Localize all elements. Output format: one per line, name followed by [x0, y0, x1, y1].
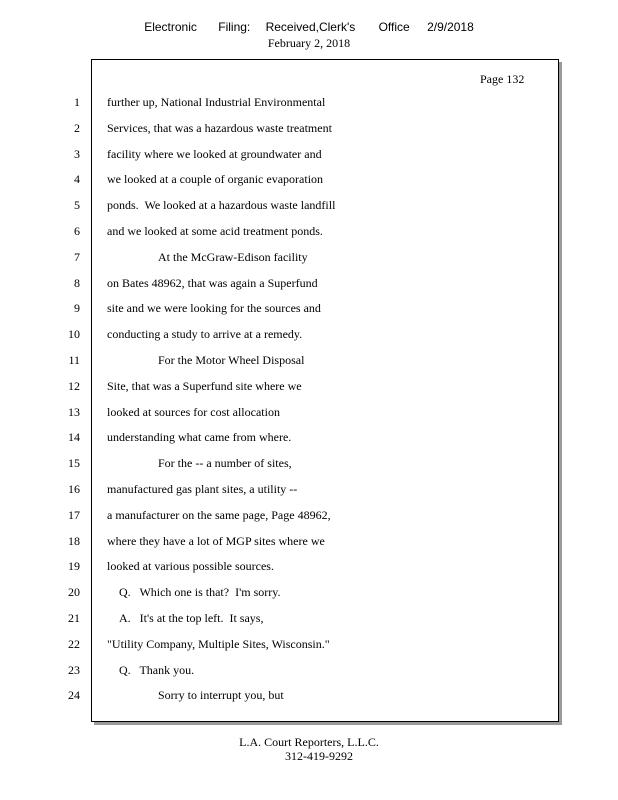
line-number: 9 [74, 301, 80, 316]
line-number: 10 [68, 327, 80, 342]
filing-stamp [0, 20, 618, 34]
line-text: we looked at a couple of organic evaporation [107, 172, 324, 187]
transcript-line [0, 171, 560, 187]
line-number: 19 [68, 559, 80, 574]
line-number: 11 [68, 353, 80, 367]
transcript-line [0, 636, 560, 652]
line-number: 7 [74, 249, 80, 264]
transcript-line [0, 326, 560, 342]
line-text: where they have a lot of MGP sites where we [107, 533, 325, 548]
reporter-name: L.A. Court Reporters, L.L.C. [239, 735, 379, 749]
line-number: 16 [68, 482, 80, 496]
stamp-word: Office [378, 20, 410, 34]
line-number: 23 [68, 662, 80, 677]
line-text: looked at various possible sources. [107, 559, 274, 574]
transcript-line [0, 275, 560, 291]
transcript-line [0, 662, 560, 678]
line-number: 15 [68, 456, 80, 471]
line-number: 17 [68, 507, 80, 522]
reporter-phone: 312-419-9292 [285, 749, 353, 763]
transcript-line [0, 558, 560, 574]
transcript-line [0, 455, 560, 471]
line-text: ponds. We looked at a hazardous waste landfill [107, 198, 336, 213]
stamp-date: 2/9/2018 [427, 20, 474, 34]
line-text: Site, that was a Superfund site where we [107, 378, 302, 393]
line-number: 4 [74, 172, 80, 187]
line-number: 2 [74, 120, 80, 135]
transcript-line [0, 687, 560, 703]
line-text: Sorry to interrupt you, but [158, 688, 284, 703]
line-number: 8 [74, 275, 80, 290]
transcript-line [0, 507, 560, 523]
transcript-line [0, 352, 560, 368]
transcript-line [0, 378, 560, 394]
line-text: conducting a study to arrive at a remedy. [107, 327, 303, 342]
transcript-line [0, 249, 560, 265]
line-number: 20 [68, 585, 80, 600]
stamp-word: Electronic [144, 20, 197, 34]
stamp-word: Received,Clerk's [265, 20, 356, 34]
line-text: facility where we looked at groundwater and [107, 146, 322, 161]
line-number: 12 [68, 378, 80, 393]
transcript-line [0, 481, 560, 497]
page-number: Page 132 [480, 72, 525, 86]
line-text: For the -- a number of sites, [158, 456, 292, 471]
line-text: further up, National Industrial Environmental [107, 95, 326, 109]
transcript-line [0, 300, 560, 316]
line-text: Services, that was a hazardous waste treatment [107, 120, 332, 135]
line-number: 6 [74, 224, 80, 238]
transcript-line [0, 429, 560, 445]
line-text: At the McGraw-Edison facility [158, 249, 308, 264]
transcript-line [0, 197, 560, 213]
line-number: 5 [74, 198, 80, 213]
line-text: understanding what came from where. [107, 430, 292, 445]
line-number: 1 [74, 95, 80, 109]
line-text: site and we were looking for the sources and [107, 301, 321, 316]
line-text: and we looked at some acid treatment ponds. [107, 224, 323, 238]
line-text: on Bates 48962, that was again a Superfund [107, 275, 318, 290]
transcript-line [0, 533, 560, 549]
line-text: manufactured gas plant sites, a utility -- [107, 482, 298, 496]
line-text: Q. Which one is that? I'm sorry. [119, 585, 281, 600]
line-number: 14 [68, 430, 80, 445]
line-number: 21 [68, 611, 80, 625]
transcript-line [0, 146, 560, 162]
transcript-line [0, 94, 560, 110]
line-number: 13 [68, 404, 80, 419]
line-text: A. It's at the top left. It says, [119, 611, 264, 625]
transcript-line [0, 120, 560, 136]
stamp-word: Filing: [218, 20, 251, 34]
line-number: 22 [68, 636, 80, 651]
line-number: 24 [68, 688, 80, 703]
filed-date: February 2, 2018 [267, 36, 351, 50]
transcript-line [0, 404, 560, 420]
line-text: For the Motor Wheel Disposal [158, 353, 305, 367]
line-text: looked at sources for cost allocation [107, 404, 280, 419]
line-number: 18 [68, 533, 80, 548]
transcript-line [0, 223, 560, 239]
transcript-line [0, 610, 560, 626]
line-text: "Utility Company, Multiple Sites, Wisconsin." [107, 636, 330, 651]
transcript-line [0, 584, 560, 600]
line-number: 3 [74, 146, 80, 161]
line-text: Q. Thank you. [119, 662, 195, 677]
line-text: a manufacturer on the same page, Page 48962, [107, 507, 331, 522]
